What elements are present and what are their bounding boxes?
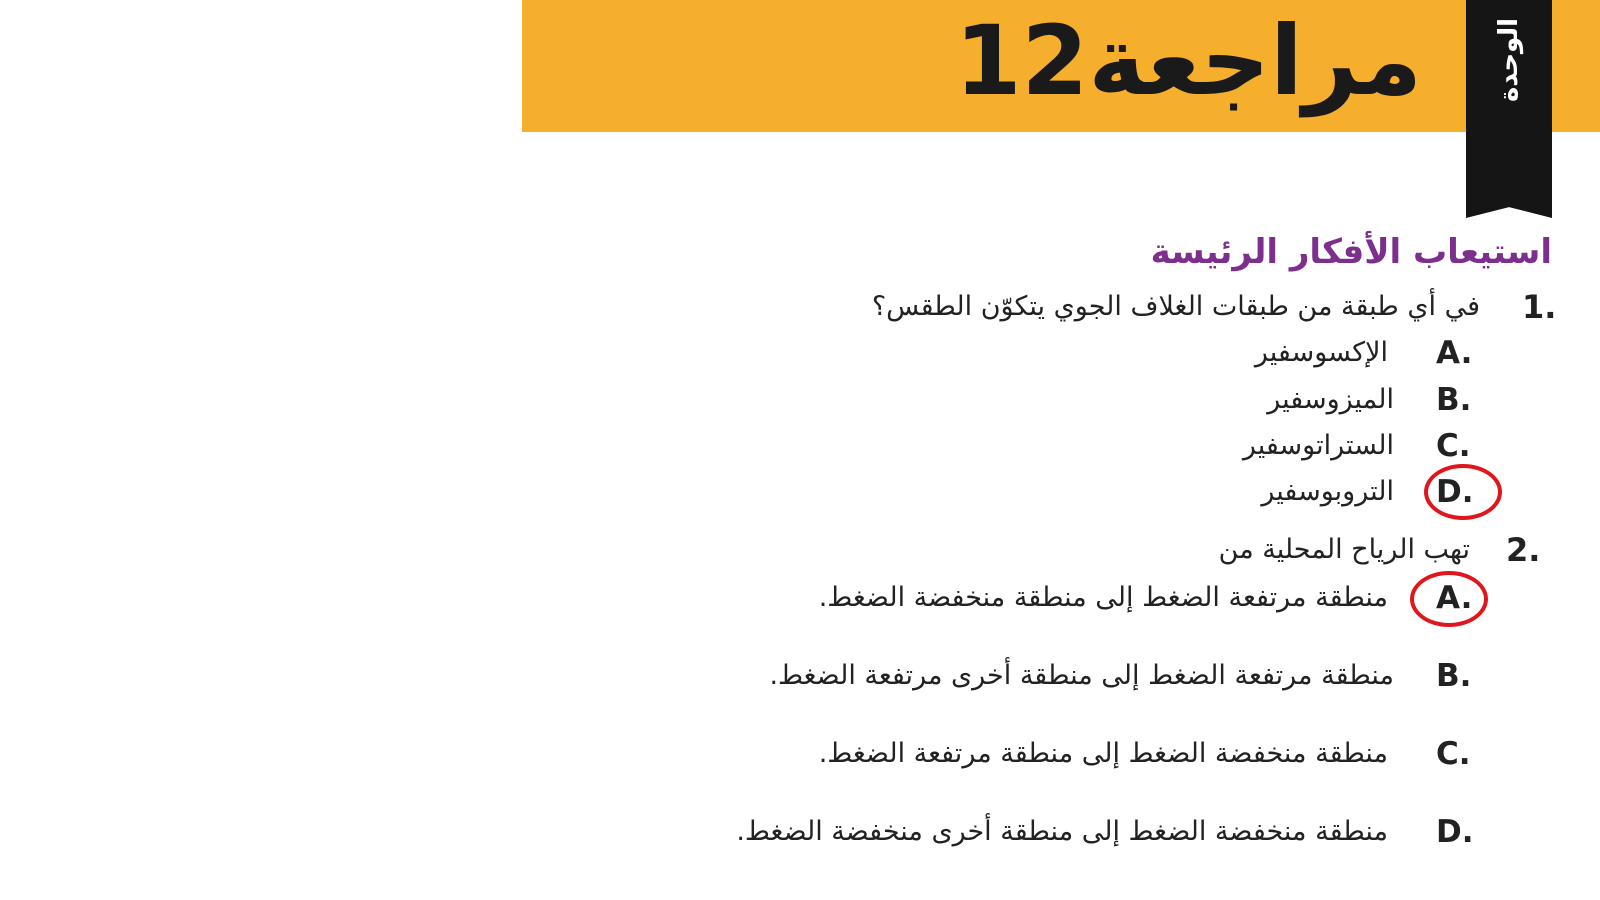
q1-option-c-letter[interactable]: C. — [1436, 428, 1471, 464]
q1-option-a-letter[interactable]: A. — [1436, 335, 1473, 371]
q1-option-d-letter[interactable]: D. — [1436, 474, 1474, 510]
unit-tab-label — [1466, 0, 1552, 120]
q2-option-a-letter[interactable]: A. — [1436, 580, 1473, 616]
q2-option-c-letter[interactable]: C. — [1436, 736, 1471, 772]
q2-option-a-text: منطقة مرتفعة الضغط إلى منطقة منخفضة الضغط. — [818, 582, 1388, 613]
q2-option-b-letter[interactable]: B. — [1436, 658, 1472, 694]
question-1-number: 1. — [1522, 288, 1557, 326]
page-title — [877, 6, 1422, 116]
q2-option-b-text: منطقة مرتفعة الضغط إلى منطقة أخرى مرتفعة الضغط. — [769, 660, 1394, 691]
unit-number: 12 — [954, 5, 1089, 117]
q1-option-b-letter[interactable]: B. — [1436, 382, 1472, 418]
q2-option-c-text: منطقة منخفضة الضغط إلى منطقة مرتفعة الضغط. — [818, 738, 1388, 769]
question-1-text: في أي طبقة من طبقات الغلاف الجوي يتكوّن الطقس؟ — [871, 291, 1480, 322]
title-text: مراجعة — [1088, 5, 1422, 117]
question-2-number: 2. — [1506, 531, 1541, 569]
q1-option-b-text: الميزوسفير — [1267, 384, 1394, 415]
question-2-text: تهب الرياح المحلية من — [1218, 534, 1470, 565]
q1-option-c-text: الستراتوسفير — [1242, 430, 1394, 461]
q1-option-d-text: التروبوسفير — [1261, 476, 1394, 507]
unit-label: الوحدة — [1494, 17, 1524, 103]
section-heading: استيعاب الأفكار الرئيسة — [1150, 232, 1552, 272]
q1-option-a-text: الإكسوسفير — [1254, 337, 1388, 368]
q2-option-d-text: منطقة منخفضة الضغط إلى منطقة أخرى منخفضة الضغط. — [736, 816, 1388, 847]
q2-option-d-letter[interactable]: D. — [1436, 814, 1474, 850]
